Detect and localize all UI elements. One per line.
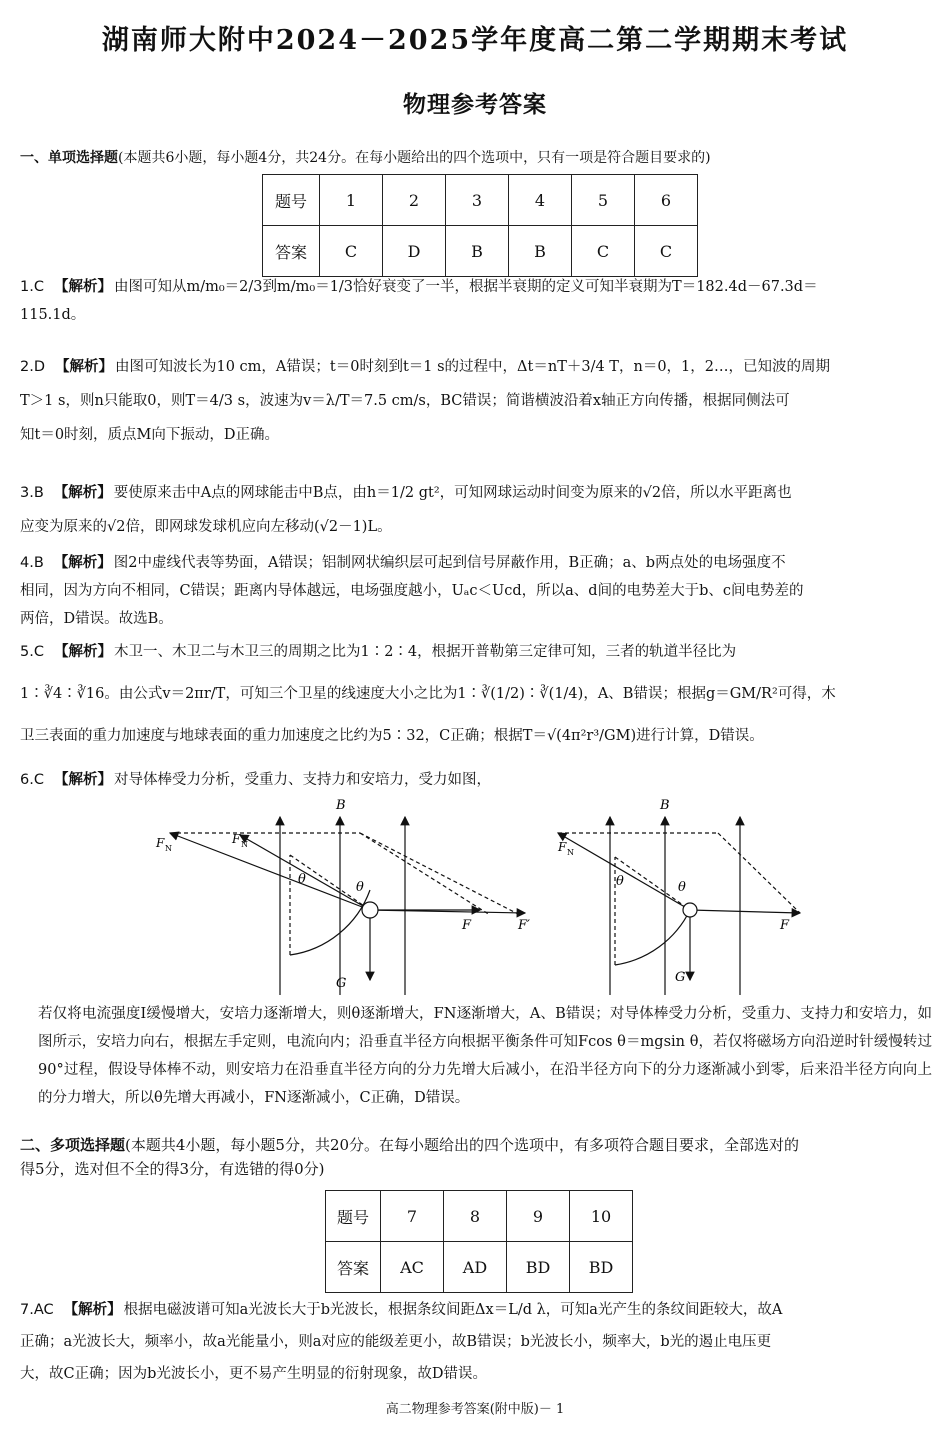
label-FN: F (558, 840, 567, 854)
section1-heading (20, 147, 932, 169)
table-cell: 5 (572, 175, 635, 226)
table-cell: C (320, 226, 383, 277)
table-row-answers (326, 1242, 633, 1293)
answer-item-1 (20, 273, 932, 329)
section1-title: 一、单项选择题 (20, 150, 118, 166)
table-cell: 10 (570, 1191, 633, 1242)
label-FN-subscript: N (165, 844, 172, 853)
label-G: G (675, 970, 686, 985)
page-footer: 高二物理参考答案(附中版)－ 1 (385, 1402, 565, 1417)
page-subtitle: 物理参考答案 (403, 91, 547, 118)
label-theta: θ (298, 872, 306, 887)
item-text: 115.1d。 (20, 307, 86, 323)
answer-item-7 (20, 1294, 932, 1390)
table-cell: D (383, 226, 446, 277)
item-text: 图2中虚线代表等势面，A错误；铝制网状编织层可起到信号屏蔽作用，B正确；a、b两点处的电场强度不 (113, 555, 786, 571)
item-number: 2.D (20, 359, 45, 375)
diagram-left (170, 817, 525, 995)
item-number: 4.B (20, 555, 44, 571)
label-F-prime: F′ (518, 918, 530, 933)
item-text: 由图可知波长为10 cm，A错误；t＝0时刻到t＝1 s的过程中，Δt＝nT＋3/4 T，n＝0，1，2…，已知波的周期 (115, 359, 830, 375)
item-number: 3.B (20, 485, 44, 501)
page-title: 湖南师大附中2024－2025学年度高二第二学期期末考试 (101, 25, 849, 56)
label-theta: θ (616, 874, 624, 889)
table-row-answers (263, 226, 698, 277)
item-text: 两倍，D错误。故选B。 (20, 611, 173, 627)
table-cell: AC (381, 1242, 444, 1293)
item-text: 对导体棒受力分析，受重力、支持力和安培力，受力如图， (113, 772, 491, 788)
analysis-tag: 【解析】 (53, 644, 112, 660)
item-text: 相同，因为方向不相同，C错误；距离内导体越远，电场强度越小，Uₐc＜Ucd，所以a、d间的电势差大于b、c间电势差的 (20, 583, 804, 599)
section1-desc: (本题共6小题，每小题4分，共24分。在每小题给出的四个选项中，只有一项是符合题目要求的) (118, 150, 711, 166)
section2-title: 二、多项选择题 (20, 1136, 126, 1154)
table-cell: 2 (383, 175, 446, 226)
answer-table-2 (325, 1190, 633, 1293)
analysis-tag: 【解析】 (53, 279, 112, 295)
analysis-tag: 【解析】 (53, 555, 112, 571)
item-number: 7.AC (20, 1302, 54, 1318)
table-cell: C (635, 226, 698, 277)
analysis-tag: 【解析】 (53, 485, 112, 501)
answer-item-6-text: 若仅将电流强度I缓慢增大，安培力逐渐增大，则θ逐渐增大，FN逐渐增大，A、B错误；对导体棒受力分析，受重力、支持力和安培力，如图所示，安培力向右，根据左手定则，电流向内；沿垂直半径方向根据平衡条件可知Fcos θ＝mgsin θ，若仅将磁场方向沿逆时针缓慢转过90°过程，假设导体棒不动，则安培力在沿垂直半径方向的分力先增大后减小，在沿半径方向下的分力逐渐减小到零，后来沿半径方向向上的分力增大，所以θ先增大再减小，FN逐渐减小，C正确，D错误。 (38, 1006, 932, 1106)
table-cell: 1 (320, 175, 383, 226)
table-cell: 4 (509, 175, 572, 226)
label-B: B (336, 798, 346, 813)
table-header-cell: 答案 (326, 1242, 381, 1293)
table-row-questions (263, 175, 698, 226)
table-cell: BD (570, 1242, 633, 1293)
analysis-tag: 【解析】 (63, 1302, 122, 1318)
table-cell: 8 (444, 1191, 507, 1242)
table-cell: 3 (446, 175, 509, 226)
label-FN-subscript: N (241, 840, 248, 849)
table-cell: 6 (635, 175, 698, 226)
item-text: 知t＝0时刻，质点M向下振动，D正确。 (20, 427, 280, 443)
item-text: 1∶∛4∶∛16。由公式v＝2πr/T，可知三个卫星的线速度大小之比为1∶∛(1/2)∶∛(1/4)，A、B错误；根据g＝GM/R²可得，木 (20, 686, 836, 702)
answer-table-1 (262, 174, 698, 277)
item-text: 应变为原来的√2倍，即网球发球机应向左移动(√2－1)L。 (20, 519, 392, 535)
item-text: 大，故C正确；因为b光波长小，更不易产生明显的衍射现象，故D错误。 (20, 1366, 487, 1382)
answer-item-5 (20, 631, 932, 757)
label-theta: θ (356, 880, 364, 895)
section2-desc: 得5分，选对但不全的得3分，有选错的得0分) (20, 1160, 325, 1178)
label-theta: θ (678, 880, 686, 895)
label-FN-subscript: N (567, 848, 574, 857)
item-text: 根据电磁波谱可知a光波长大于b光波长，根据条纹间距Δx＝L/d λ，可知a光产生的条纹间距较大，故A (123, 1302, 783, 1318)
label-B: B (660, 798, 670, 813)
label-F: F (780, 918, 790, 933)
answer-item-4 (20, 549, 932, 633)
table-header-cell: 答案 (263, 226, 320, 277)
item-text: T＞1 s，则n只能取0，则T＝4/3 s，波速为v＝λ/T＝7.5 cm/s，BC错误；简谐横波沿着x轴正方向传播，根据同侧法可 (20, 393, 790, 409)
table-header-cell: 题号 (263, 175, 320, 226)
label-G: G (336, 976, 347, 991)
table-header-cell: 题号 (326, 1191, 381, 1242)
label-FN: F (156, 836, 165, 850)
analysis-tag: 【解析】 (55, 359, 113, 375)
item-text: 卫三表面的重力加速度与地球表面的重力加速度之比约为5∶32，C正确；根据T＝√(4π²r³/GM)进行计算，D错误。 (20, 728, 764, 744)
analysis-tag: 【解析】 (53, 772, 112, 788)
item-number: 5.C (20, 644, 44, 660)
force-diagram (140, 795, 830, 995)
table-row-questions (326, 1191, 633, 1242)
diagram-right (558, 817, 800, 995)
table-cell: B (446, 226, 509, 277)
table-cell: BD (507, 1242, 570, 1293)
section2-desc: (本题共4小题，每小题5分，共20分。在每小题给出的四个选项中，有多项符合题目要求，全部选对的 (125, 1136, 800, 1154)
answer-item-6 (20, 766, 932, 794)
item-text: 由图可知从m/m₀＝2/3到m/m₀＝1/3恰好衰变了一半，根据半衰期的定义可知半衰期为T＝182.4d－67.3d＝ (113, 279, 818, 295)
answer-item-3 (20, 476, 932, 544)
item-text: 正确；a光波长大，频率小，故a光能量小，则a对应的能级差更小，故B错误；b光波长小，频率大，b光的遏止电压更 (20, 1334, 772, 1350)
table-cell: 9 (507, 1191, 570, 1242)
answer-item-2 (20, 350, 932, 452)
item-number: 1.C (20, 279, 44, 295)
table-cell: AD (444, 1242, 507, 1293)
item-text: 木卫一、木卫二与木卫三的周期之比为1∶2∶4，根据开普勒第三定律可知，三者的轨道半径比为 (113, 644, 737, 660)
item-number: 6.C (20, 772, 44, 788)
label-FN: F (232, 832, 241, 846)
table-cell: 7 (381, 1191, 444, 1242)
table-cell: C (572, 226, 635, 277)
table-cell: B (509, 226, 572, 277)
item-text: 要使原来击中A点的网球能击中B点，由h＝1/2 gt²，可知网球运动时间变为原来的√2倍，所以水平距离也 (113, 485, 792, 501)
section2-heading (20, 1133, 932, 1181)
label-F: F (462, 918, 472, 933)
